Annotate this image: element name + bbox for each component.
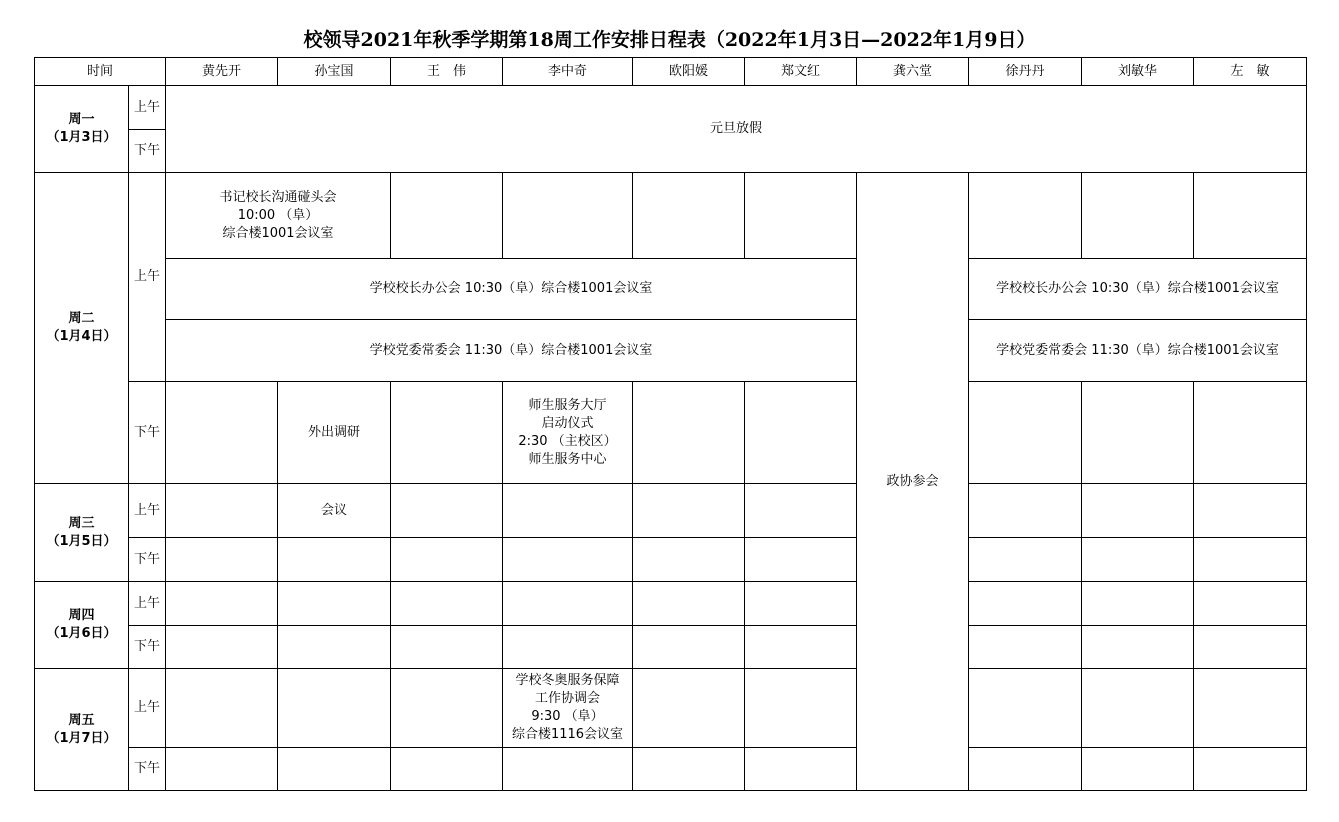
leader-header: 徐丹丹 xyxy=(969,58,1082,86)
table-row xyxy=(35,173,1307,259)
empty-cell xyxy=(166,626,278,669)
half-day-label: 下午 xyxy=(129,538,166,582)
empty-cell xyxy=(1082,626,1194,669)
empty-cell xyxy=(633,626,745,669)
empty-cell xyxy=(278,582,391,626)
empty-cell xyxy=(1194,484,1307,538)
empty-cell xyxy=(633,382,745,484)
schedule-table xyxy=(34,57,1307,791)
empty-cell xyxy=(166,484,278,538)
half-day-label: 上午 xyxy=(129,669,166,748)
leader-header: 郑文红 xyxy=(745,58,857,86)
leader-header: 孙宝国 xyxy=(278,58,391,86)
header-row xyxy=(35,58,1307,86)
table-row xyxy=(35,582,1307,626)
empty-cell xyxy=(969,626,1082,669)
empty-cell xyxy=(633,538,745,582)
day-label-tuesday: 周二 （1月4日） xyxy=(35,173,129,484)
empty-cell xyxy=(969,538,1082,582)
empty-cell xyxy=(278,538,391,582)
empty-cell xyxy=(1194,382,1307,484)
empty-cell xyxy=(1194,173,1307,259)
empty-cell xyxy=(503,748,633,791)
empty-cell xyxy=(391,748,503,791)
leader-header: 欧阳媛 xyxy=(633,58,745,86)
empty-cell xyxy=(391,582,503,626)
empty-cell xyxy=(1082,748,1194,791)
empty-cell xyxy=(503,538,633,582)
empty-cell xyxy=(1194,669,1307,748)
empty-cell xyxy=(166,382,278,484)
half-day-label: 下午 xyxy=(129,748,166,791)
event-cell: 师生服务大厅 启动仪式 2:30 （主校区） 师生服务中心 xyxy=(503,382,633,484)
empty-cell xyxy=(969,748,1082,791)
empty-cell xyxy=(166,669,278,748)
leader-header: 李中奇 xyxy=(503,58,633,86)
empty-cell xyxy=(745,538,857,582)
event-cell: 外出调研 xyxy=(278,382,391,484)
empty-cell xyxy=(969,382,1082,484)
empty-cell xyxy=(503,484,633,538)
half-day-label: 上午 xyxy=(129,582,166,626)
empty-cell xyxy=(166,748,278,791)
table-row xyxy=(35,86,1307,130)
empty-cell xyxy=(503,626,633,669)
event-cell: 书记校长沟通碰头会 10:00 （阜） 综合楼1001会议室 xyxy=(166,173,391,259)
empty-cell xyxy=(391,669,503,748)
event-cell: 学校校长办公会 10:30（阜）综合楼1001会议室 xyxy=(166,259,857,320)
empty-cell xyxy=(1194,582,1307,626)
leader-header: 龚六堂 xyxy=(857,58,969,86)
table-row xyxy=(35,748,1307,791)
empty-cell xyxy=(1082,538,1194,582)
half-day-label: 上午 xyxy=(129,173,166,382)
event-cell: 学校冬奥服务保障 工作协调会 9:30 （阜） 综合楼1116会议室 xyxy=(503,669,633,748)
empty-cell xyxy=(503,582,633,626)
day-label-wednesday: 周三 （1月5日） xyxy=(35,484,129,582)
empty-cell xyxy=(278,626,391,669)
day-label-thursday: 周四 （1月6日） xyxy=(35,582,129,669)
empty-cell xyxy=(391,484,503,538)
empty-cell xyxy=(1194,748,1307,791)
empty-cell xyxy=(1082,582,1194,626)
event-cell: 学校党委常委会 11:30（阜）综合楼1001会议室 xyxy=(969,320,1307,382)
empty-cell xyxy=(391,382,503,484)
half-day-label: 下午 xyxy=(129,130,166,173)
empty-cell xyxy=(1082,173,1194,259)
table-row xyxy=(35,382,1307,484)
holiday-cell: 元旦放假 xyxy=(166,86,1307,173)
empty-cell xyxy=(969,484,1082,538)
empty-cell xyxy=(166,538,278,582)
empty-cell xyxy=(745,484,857,538)
table-row xyxy=(35,259,1307,320)
table-row xyxy=(35,626,1307,669)
empty-cell xyxy=(633,669,745,748)
half-day-label: 上午 xyxy=(129,86,166,130)
empty-cell xyxy=(633,582,745,626)
event-cell: 学校校长办公会 10:30（阜）综合楼1001会议室 xyxy=(969,259,1307,320)
leader-header: 王 伟 xyxy=(391,58,503,86)
half-day-label: 下午 xyxy=(129,382,166,484)
half-day-label: 下午 xyxy=(129,626,166,669)
empty-cell xyxy=(633,484,745,538)
day-label-friday: 周五 （1月7日） xyxy=(35,669,129,791)
leader-header: 黄先开 xyxy=(166,58,278,86)
empty-cell xyxy=(745,582,857,626)
empty-cell xyxy=(278,669,391,748)
page-title: 校领导2021年秋季学期第18周工作安排日程表（2022年1月3日—2022年1月9日） xyxy=(303,29,1036,51)
empty-cell xyxy=(391,538,503,582)
leader-header: 刘敏华 xyxy=(1082,58,1194,86)
empty-cell xyxy=(745,173,857,259)
empty-cell xyxy=(391,173,503,259)
empty-cell xyxy=(745,626,857,669)
empty-cell xyxy=(969,582,1082,626)
empty-cell xyxy=(1194,538,1307,582)
empty-cell xyxy=(391,626,503,669)
event-cell: 会议 xyxy=(278,484,391,538)
empty-cell xyxy=(969,669,1082,748)
table-row xyxy=(35,320,1307,382)
empty-cell xyxy=(745,669,857,748)
empty-cell xyxy=(503,173,633,259)
empty-cell xyxy=(633,748,745,791)
empty-cell xyxy=(1082,382,1194,484)
empty-cell xyxy=(1194,626,1307,669)
empty-cell xyxy=(633,173,745,259)
event-cell: 学校党委常委会 11:30（阜）综合楼1001会议室 xyxy=(166,320,857,382)
empty-cell xyxy=(1082,484,1194,538)
empty-cell xyxy=(969,173,1082,259)
leader-header: 左 敏 xyxy=(1194,58,1307,86)
event-cell-gong: 政协参会 xyxy=(857,173,969,791)
empty-cell xyxy=(166,582,278,626)
table-row xyxy=(35,538,1307,582)
empty-cell xyxy=(278,748,391,791)
table-row xyxy=(35,484,1307,538)
empty-cell xyxy=(1082,669,1194,748)
half-day-label: 上午 xyxy=(129,484,166,538)
time-header: 时间 xyxy=(35,58,166,86)
empty-cell xyxy=(745,748,857,791)
day-label-monday: 周一 （1月3日） xyxy=(35,86,129,173)
table-row xyxy=(35,669,1307,748)
empty-cell xyxy=(745,382,857,484)
